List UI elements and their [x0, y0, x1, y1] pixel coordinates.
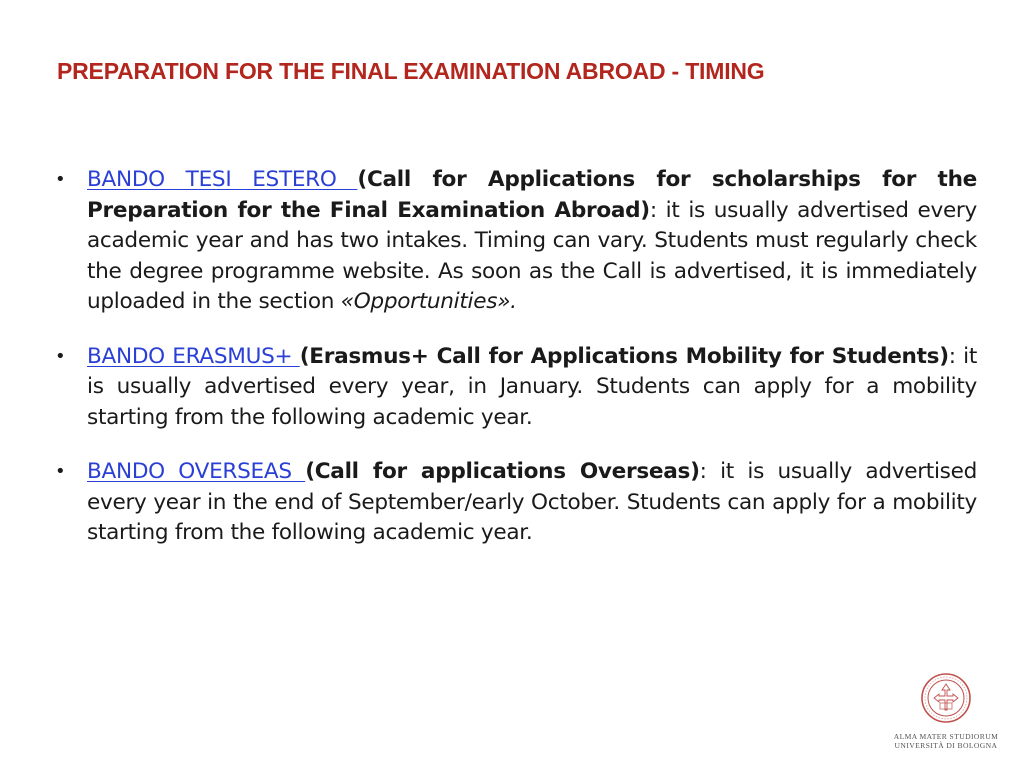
bullet-bold-text: (Call for Applications for scholarships for the Preparation for the Final Examination Abroad) [87, 167, 977, 223]
bullet-list [55, 165, 977, 549]
list-item [55, 342, 977, 434]
bando-tesi-estero-link[interactable]: BANDO TESI ESTERO [87, 167, 358, 192]
bullet-text: : it is usually advertised every year in the end of September/early October. Students can apply for a mobility starting from the following academic year. [87, 459, 977, 545]
bullet-text: : it is usually advertised every academic year and has two intakes. Timing can vary. Students must regularly check the degree programme website. As soon as the Call is advertised, it is immediately uploaded in the section [87, 197, 977, 314]
logo-text-line2: UNIVERSITÀ DI BOLOGNA [894, 741, 998, 750]
bullet-dot-icon: • [55, 345, 66, 367]
page-title: PREPARATION FOR THE FINAL EXAMINATION ABROAD - TIMING [57, 58, 765, 84]
university-logo [890, 672, 1002, 754]
bando-erasmus-link[interactable]: BANDO ERASMUS+ [87, 343, 300, 369]
university-seal-icon [920, 672, 972, 728]
list-item [55, 457, 977, 549]
bando-overseas-link[interactable]: BANDO OVERSEAS [87, 459, 306, 484]
bullet-bold-text: (Call for applications Overseas) [305, 459, 700, 484]
bullet-dot-icon: • [55, 461, 66, 482]
bullet-italic-text: «Opportunities». [340, 289, 517, 314]
bullet-text: : it is usually advertised every year, in January. Students can apply for a mobility starting from the following academic year. [87, 343, 977, 430]
bullet-bold-text: (Erasmus+ Call for Applications Mobility for Students) [299, 343, 949, 369]
list-item [55, 165, 977, 318]
bullet-dot-icon: • [55, 169, 66, 190]
logo-text-line1: ALMA MATER STUDIORUM [893, 732, 999, 741]
